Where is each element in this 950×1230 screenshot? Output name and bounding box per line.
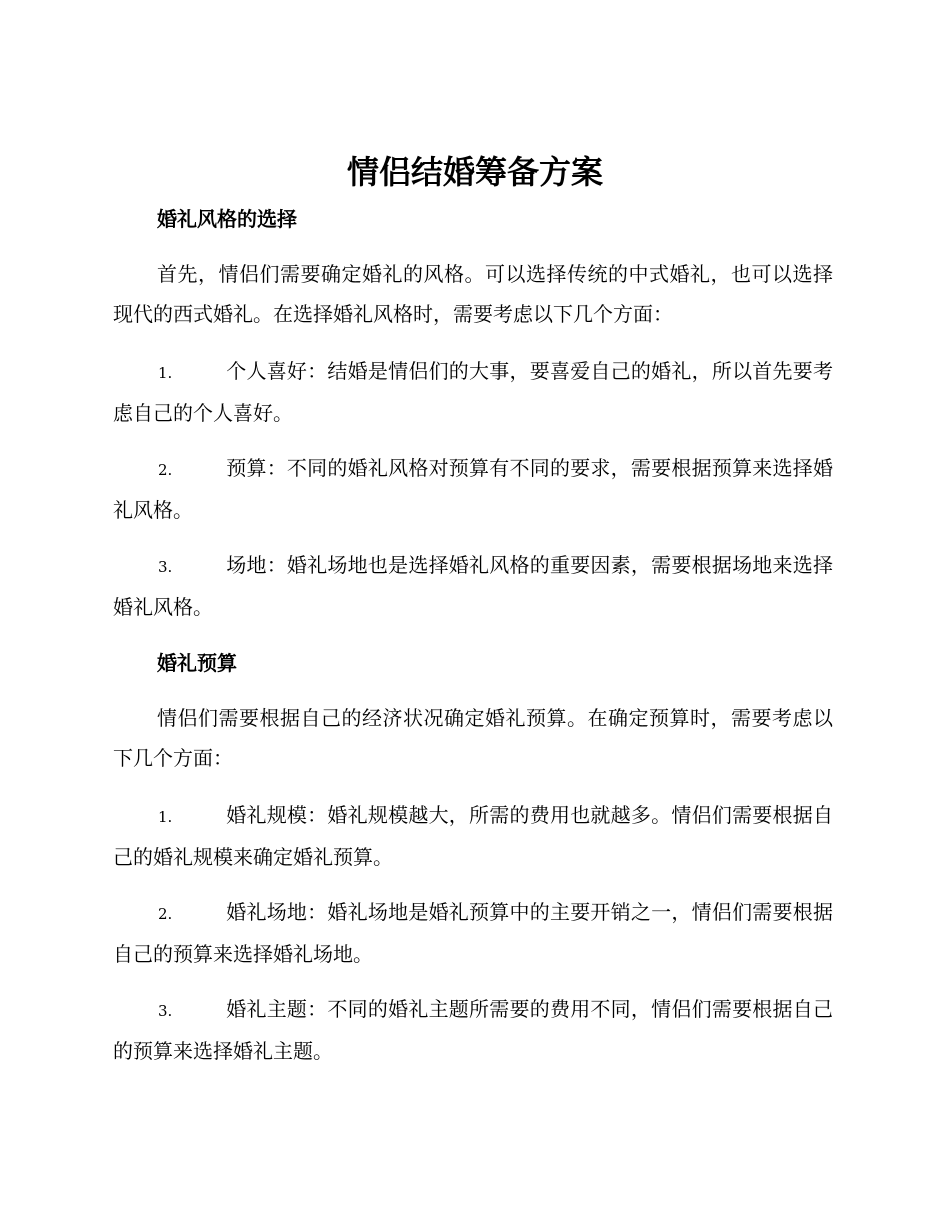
list-item-number: 2. — [158, 461, 173, 479]
list-item-number: 2. — [158, 905, 173, 923]
list-item-text: 场地：婚礼场地也是选择婚礼风格的重要因素，需要根据场地来选择婚礼风格。 — [113, 553, 833, 619]
list-item-number: 3. — [158, 558, 173, 576]
list-item — [113, 448, 833, 530]
list-item — [113, 795, 833, 877]
list-item — [113, 545, 833, 627]
list-item-text: 婚礼主题：不同的婚礼主题所需要的费用不同，情侣们需要根据自己的预算来选择婚礼主题。 — [113, 997, 833, 1063]
section-heading-style: 婚礼风格的选择 — [157, 207, 297, 231]
list-item-number: 1. — [158, 808, 173, 826]
list-item-text: 个人喜好：结婚是情侣们的大事，要喜爱自己的婚礼，所以首先要考虑自己的个人喜好。 — [113, 359, 833, 425]
section-intro-budget: 情侣们需要根据自己的经济状况确定婚礼预算。在确定预算时，需要考虑以下几个方面： — [113, 706, 833, 770]
document-title: 情侣结婚筹备方案 — [346, 153, 603, 191]
list-item-number: 3. — [158, 1002, 173, 1020]
list-item — [113, 892, 833, 974]
section-heading-budget: 婚礼预算 — [157, 651, 237, 675]
list-item-text: 婚礼规模：婚礼规模越大，所需的费用也就越多。情侣们需要根据自己的婚礼规模来确定婚礼预算。 — [113, 803, 833, 869]
list-item-number: 1. — [158, 364, 173, 382]
list-item — [113, 989, 833, 1071]
list-item-text: 预算：不同的婚礼风格对预算有不同的要求，需要根据预算来选择婚礼风格。 — [113, 456, 833, 522]
list-item-text: 婚礼场地：婚礼场地是婚礼预算中的主要开销之一，情侣们需要根据自己的预算来选择婚礼场地。 — [113, 900, 833, 966]
section-intro-style: 首先，情侣们需要确定婚礼的风格。可以选择传统的中式婚礼，也可以选择现代的西式婚礼。在选择婚礼风格时，需要考虑以下几个方面： — [113, 262, 833, 326]
list-item — [113, 351, 833, 433]
